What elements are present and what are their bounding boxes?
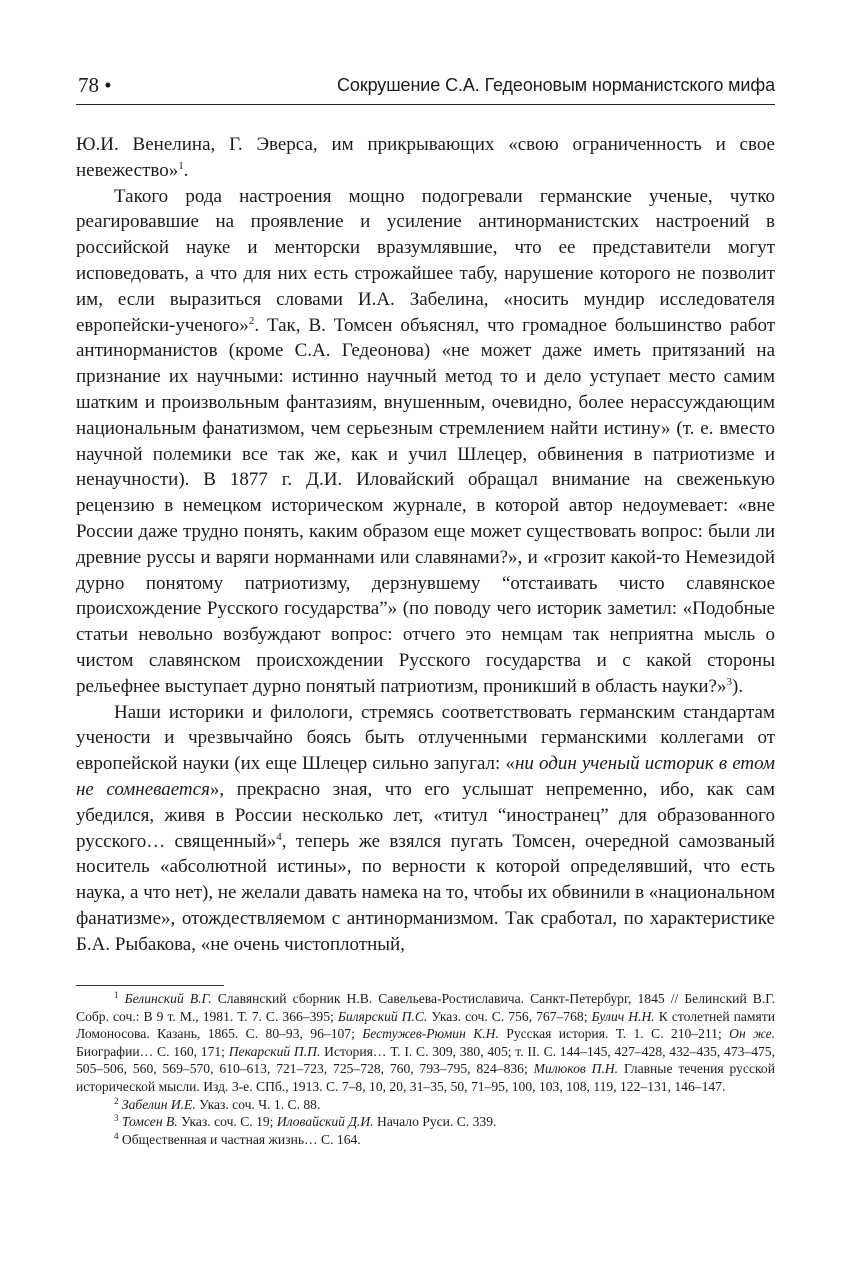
footnote-separator — [76, 985, 224, 986]
footnote-ref-1[interactable]: 1 — [178, 159, 184, 172]
page-number: 78 • — [78, 73, 112, 97]
footnote-2: $^2$ Забелин И.Е. Указ. соч. Ч. 1. С. 88. — [114, 1095, 321, 1112]
footnote-ref-2[interactable]: 2 — [248, 314, 255, 327]
footnote-4: $^4$ Общественная и частная жизнь… С. 164. — [114, 1130, 361, 1147]
footnotes — [76, 990, 775, 1148]
italic-quote: ни один ученый историк в етом не сомневается — [76, 753, 776, 800]
paragraph-3: Наши историки и филологи, стремясь соответствовать германским стандартам учености и чрезвычайно боясь быть отлученными германскими коллегами от европейской науки (их еще Шлецер сильно запугал: «ни один ученый историк в етом не сомневается», прекрасно зная, что его услышат непременно, ибо, как сам убедился, живя в России несколько лет, «титул “иностранец” для образованного русского… священный»$^4$, теперь же взялся пугать Томсен, очередной самозваный носитель «абсолютной истины», по верности к которой определявший, что есть наука, а что нет), не желали давать намека на то, чтобы их обвинили в «национальном фанатизме», отождествляемом с антинорманизмом. Так сработал, по характеристике Б.А. Рыбакова, «не очень чистоплотный, — [76, 701, 776, 955]
footnote-1: $^1$ Белинский В.Г. Славянский сборник Н.В. Савельева-Ростиславича. Санкт-Петербург, 1845 // Белинский В.Г. Собр. соч.: В 9 т. М., 1981. Т. 7. С. 366–395; Билярский П.С. Указ. соч. С. 756, 767–768; Булич Н.Н. К столетней памяти Ломоносова. Казань, 1865. С. 80–93, 96–107; Бестужев-Рюмин К.Н. Русская история. Т. 1. С. 210–211; Он же. Биографии… С. 160, 171; Пекарский П.П. История… Т. I. С. 309, 380, 405; т. II. С. 144–145, 427–428, 432–435, 473–475, 505–506, 560, 569–570, 610–613, 721–723, 725–728, 760, 793–795, 824–836; Милюков П.Н. Главные течения русской исторической мысли. Изд. 3-е. СПб., 1913. С. 7–8, 10, 20, 31–35, 50, 71–95, 100, 103, 108, 119, 122–131, 146–147. — [76, 990, 776, 1094]
page-header — [76, 72, 775, 105]
main-text — [76, 132, 775, 958]
footnote-ref-3[interactable]: 3 — [726, 675, 732, 688]
footnote-3: $^3$ Томсен В. Указ. соч. С. 19; Иловайский Д.И. Начало Руси. С. 339. — [114, 1113, 497, 1130]
book-page — [76, 0, 775, 1270]
footnote-ref-4[interactable]: 4 — [276, 830, 282, 843]
paragraph-1: Ю.И. Венелина, Г. Эверса, им прикрывающих «свою ограниченность и свое невежество»$^1$. — [76, 134, 775, 181]
running-title: Сокрушение С.А. Гедеоновым норманистского мифа — [337, 75, 775, 95]
paragraph-2: Такого рода настроения мощно подогревали германские ученые, чутко реагировавшие на проявление и усиление антинорманистских настроений в российской науке и менторски вразумлявшие, что ее представители могут исповедовать, а что для них есть строжайшее табу, нарушение которого не позволит им, если выразиться словами И.А. Забелина, «носить мундир исследователя европейски-ученого»$^2$. Так, В. Томсен объяснял, что громадное большинство работ антинорманистов (кроме С.А. Гедеонова) «не может даже иметь притязаний на признание их научными: истинно научный метод то и дело уступает место самим шатким и произвольным фантазиям, внушенным, очевидно, более нерассуждающим национальным фанатизмом, чем серьезным стремлением найти истину» (т. е. вместо научной полемики все так же, как и учил Шлецер, обвинения в патриотизме и ненаучности). В 1877 г. Д.И. Иловайский обращал внимание на свеженькую рецензию в немецком историческом журнале, в которой автор недоумевает: «вне России даже трудно понять, каким образом еще может существовать вопрос: были ли древние руссы и варяги норманнами или славянами?», и «грозит какой-то Немезидой дурно понятому патриотизму, дерзнувшему “отстаивать чисто славянское происхождение Русского государства”» (по поводу чего историк заметил: «Подобные статьи невольно возбуждают вопрос: отчего это немцам так неприятна мысль о чистом славянском происхождении Русского государства и с какой стороны рельефнее выступает дурно понятый патриотизм, проникший в область науки?»$^3$). — [76, 185, 775, 697]
